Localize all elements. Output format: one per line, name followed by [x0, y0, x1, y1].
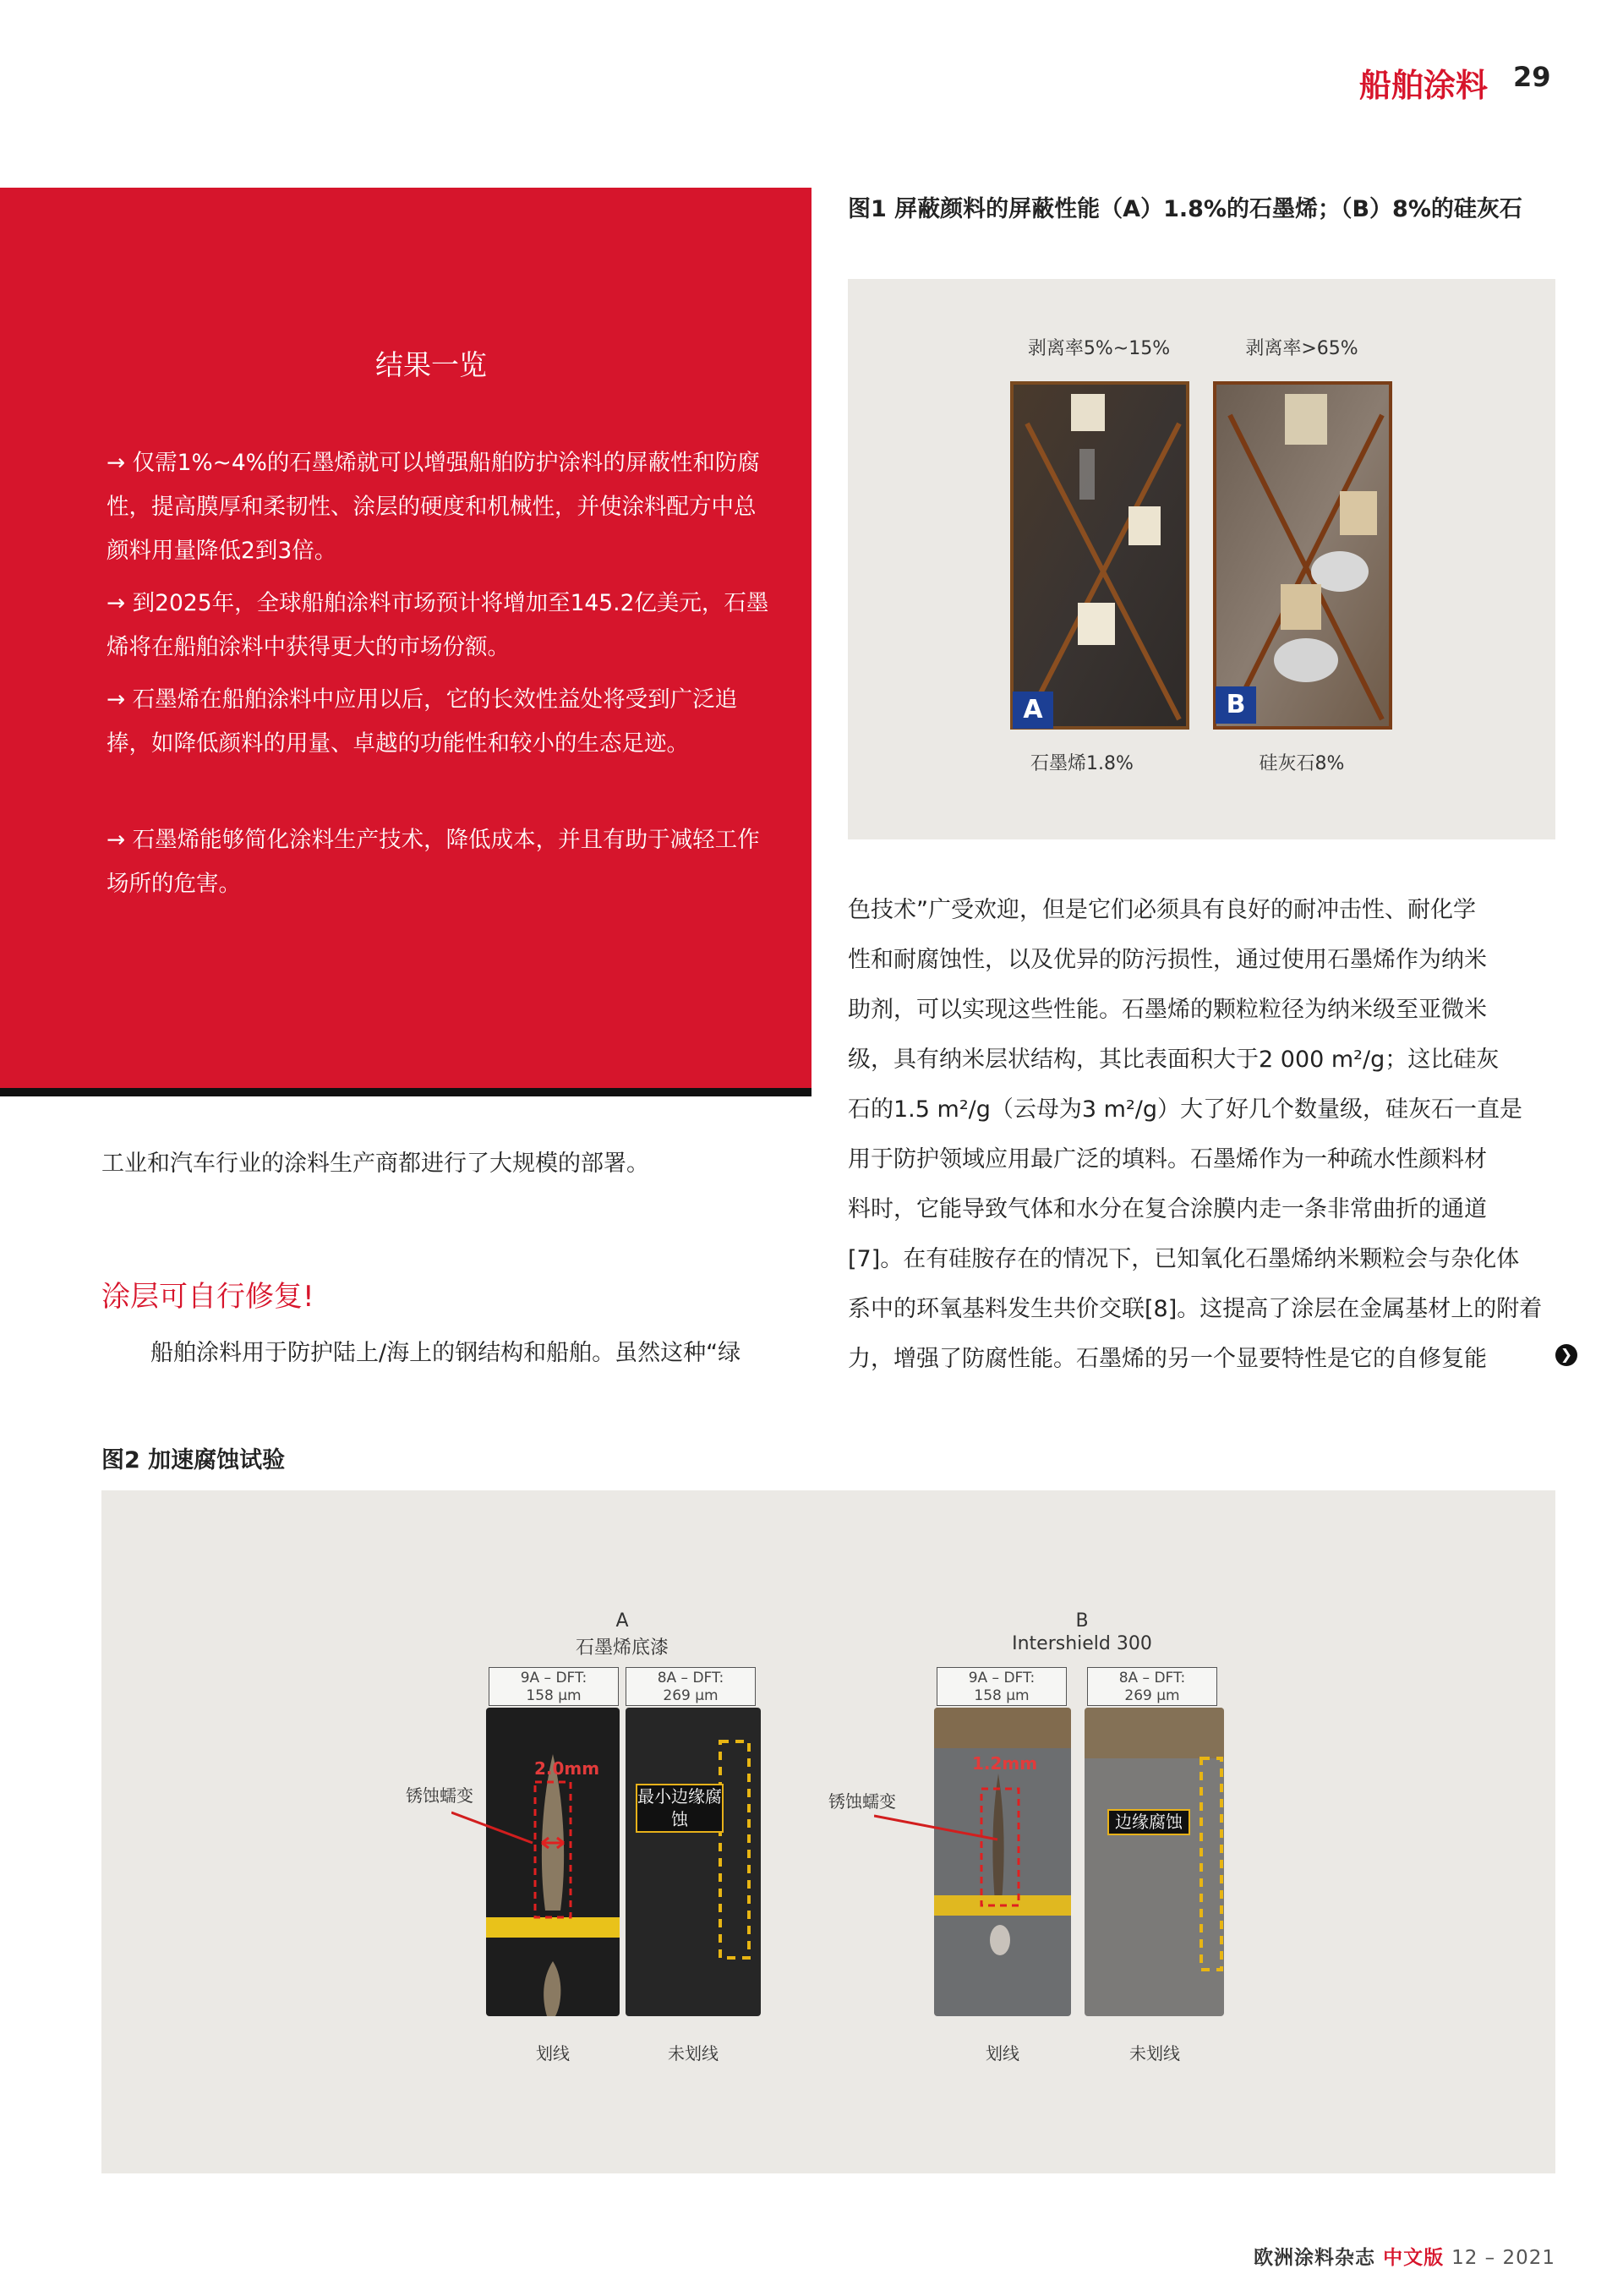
continue-arrow-icon: ❯: [1555, 1344, 1577, 1366]
body-line: 力，增强了防腐性能。石墨烯的另一个显要特性是它的自修复能: [848, 1346, 1487, 1372]
figure1-bottom-label-a: 石墨烯1.8%: [1030, 753, 1134, 774]
summary-item: → 石墨烯能够简化涂料生产技术，降低成本，并且有助于减轻工作场所的危害。: [107, 827, 760, 897]
pointer-arrow-icon: [874, 1811, 1001, 1845]
dft-label: 8A – DFT: 269 μm: [1087, 1667, 1217, 1706]
body-line: [7]。在有硅胺存在的情况下，已知氧化石墨烯纳米颗粒会与杂化体: [848, 1246, 1520, 1272]
figure2-group-b-subtitle: Intershield 300: [1012, 1633, 1152, 1654]
scribed-label-a: 划线: [536, 2043, 570, 2064]
body-text-continued: 工业和汽车行业的涂料生产商都进行了大规模的部署。: [101, 1151, 649, 1177]
dft-label: 9A – DFT: 158 μm: [937, 1667, 1067, 1706]
figure1-label-a: 剥离率5%~15%: [1027, 338, 1171, 359]
body-line: 级，具有纳米层状结构，其比表面积大于2 000 m²/g；这比硅灰: [848, 1047, 1500, 1073]
rust-creep-label-a: 锈蚀蠕变: [406, 1785, 473, 1806]
summary-item: → 石墨烯在船舶涂料中应用以后，它的长效性益处将受到广泛追捧，如降低颜料的用量、卓越的功能性和较小的生态足迹。: [107, 686, 738, 757]
section-heading: 涂层可自行修复!: [101, 1280, 314, 1314]
specimen-b-unscribed-image: [1085, 1708, 1224, 2016]
footer-issue: 12 – 2021: [1451, 2247, 1555, 2269]
body-line: 性和耐腐蚀性，以及优异的防污损性，通过使用石墨烯作为纳米: [848, 947, 1487, 973]
figure2-panel: [101, 1490, 1555, 2173]
specimen-a-unscribed-image: [626, 1708, 761, 2016]
section-title: 船舶涂料: [1358, 67, 1488, 104]
creep-measurement-a: 2.0mm: [534, 1758, 600, 1779]
figure1-badge-a: A: [1013, 692, 1053, 729]
footer-edition: 中文版: [1383, 2247, 1445, 2269]
figure1-label-b: 剥离率>65%: [1245, 338, 1358, 359]
figure2-group-a-subtitle: 石墨烯底漆: [575, 1637, 669, 1659]
body-line: 色技术”广受欢迎，但是它们必须具有良好的耐冲击性、耐化学: [848, 897, 1476, 923]
summary-title: 结果一览: [375, 348, 487, 381]
unscribed-label-b: 未划线: [1129, 2043, 1180, 2064]
body-line: 料时，它能导致气体和水分在复合涂膜内走一条非常曲折的通道: [848, 1196, 1487, 1222]
figure2-group-b-letter: B: [1075, 1610, 1089, 1632]
scribed-label-b: 划线: [986, 2043, 1019, 2064]
rust-creep-label-b: 锈蚀蠕变: [828, 1791, 896, 1812]
wollastonite-panel-image: [1213, 381, 1392, 730]
body-line: 石的1.5 m²/g（云母为3 m²/g）大了好几个数量级，硅灰石一直是: [848, 1096, 1523, 1123]
figure1-caption: 图1 屏蔽颜料的屏蔽性能（A）1.8%的石墨烯；（B）8%的硅灰石: [848, 196, 1522, 222]
summary-item: → 仅需1%~4%的石墨烯就可以增强船舶防护涂料的屏蔽性和防腐性，提高膜厚和柔韧性、涂层的硬度和机械性，并使涂料配方中总颜料用量降低2到3倍。: [107, 450, 760, 564]
dft-label: 9A – DFT: 158 μm: [489, 1667, 619, 1706]
dft-label: 8A – DFT: 269 μm: [626, 1667, 756, 1706]
footer-magazine: 欧洲涂料杂志: [1254, 2247, 1376, 2269]
body-line: 系中的环氧基料发生共价交联[8]。这提高了涂层在金属基材上的附着: [848, 1296, 1543, 1322]
figure1-bottom-label-b: 硅灰石8%: [1259, 753, 1345, 774]
summary-divider: [0, 1088, 812, 1096]
summary-item: → 到2025年，全球船舶涂料市场预计将增加至145.2亿美元，石墨烯将在船舶涂料中获得更大的市场份额。: [107, 590, 769, 660]
unscribed-label-a: 未划线: [668, 2043, 719, 2064]
figure2-group-a-letter: A: [615, 1610, 629, 1632]
body-line: 用于防护领域应用最广泛的填料。石墨烯作为一种疏水性颜料材: [848, 1146, 1487, 1173]
figure2-caption: 图2 加速腐蚀试验: [101, 1447, 286, 1473]
edge-corrosion-label-b: 边缘腐蚀: [1107, 1809, 1190, 1835]
pointer-arrow-icon: [451, 1806, 536, 1848]
page-number: 29: [1513, 61, 1551, 93]
creep-measurement-b: 1.2mm: [972, 1753, 1038, 1774]
footer: [930, 2242, 1555, 2270]
body-line: 助剂，可以实现这些性能。石墨烯的颗粒粒径为纳米级至亚微米: [848, 997, 1487, 1023]
edge-corrosion-label-a: 最小边缘腐蚀: [636, 1784, 724, 1833]
specimen-a-scribed-image: [486, 1708, 620, 2016]
figure1-badge-b: B: [1216, 686, 1256, 724]
graphene-panel-image: [1010, 381, 1189, 730]
body-paragraph: 船舶涂料用于防护陆上/海上的钢结构和船舶。虽然这种“绿: [150, 1340, 741, 1366]
